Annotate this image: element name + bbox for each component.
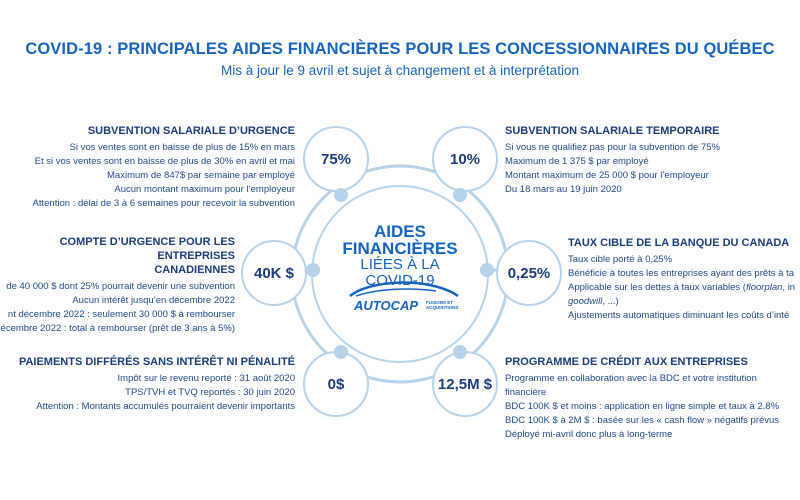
logo-wordmark: AUTOCAP (354, 298, 419, 313)
block-compte-urgence (0, 235, 235, 336)
block-title-1: COMPTE D’URGENCE POUR LES ENTREPRISES (59, 236, 235, 262)
block-line: Déployé mi-avril donc plus à long-terme (505, 429, 673, 440)
line-part-italic: floorplan (745, 282, 783, 293)
block-line: écembre 2022 : total à rembourser (prêt de 3 ans à 5%) (0, 323, 235, 334)
block-line: Aucun intérêt jusqu’en décembre 2022 (72, 295, 235, 306)
block-line: financière (505, 387, 547, 398)
autocap-logo (346, 279, 460, 315)
page-subtitle: Mis à jour le 9 avril et sujet à changement et à interprétation (221, 63, 579, 78)
logo-tagline-2: ACQUISITIONS (426, 305, 459, 310)
block-line: de 40 000 $ dont 25% pourrait devenir une subvention (6, 281, 235, 292)
block-line (568, 281, 800, 295)
line-part: , in (782, 282, 796, 293)
block-title: TAUX CIBLE DE LA BANQUE DU CANADA (568, 237, 790, 249)
block-title: SUBVENTION SALARIALE D’URGENCE (87, 125, 295, 137)
dot-bottom-left (334, 345, 348, 359)
block-paiements-differes (19, 355, 295, 414)
dot-mid-left (306, 263, 320, 277)
block-line: Bénéficie à toutes les entreprises ayant des prêts à ta (568, 268, 795, 279)
logo-tagline-1: FUSIONS ET (426, 300, 454, 305)
block-title: SUBVENTION SALARIALE TEMPORAIRE (505, 125, 720, 137)
block-line (568, 295, 800, 309)
block-line: Et si vos ventes sont en baisse de plus de 30% en avril et mai (34, 156, 295, 167)
block-line: Maximum de 847$ par semaine par employé (107, 170, 295, 181)
block-line: Montant maximum de 25 000 $ pour l’employeur (505, 170, 709, 181)
page-title: COVID-19 : PRINCIPALES AIDES FINANCIÈRES POUR LES CONCESSIONNAIRES DU QUÉBEC (25, 40, 775, 58)
block-line: Si vos ventes sont en baisse de plus de 15% en mars (69, 142, 295, 153)
center-hub (311, 185, 489, 363)
logo-tagline (426, 300, 459, 310)
badge-10-percent: 10% (432, 126, 498, 192)
block-line: Attention : Montants accumulés pourraient devenir importants (36, 401, 295, 412)
badge-75-percent: 75% (303, 126, 369, 192)
block-title-2: CANADIENNES (154, 264, 235, 276)
badge-125m: 12,5M $ (432, 351, 498, 417)
block-line: nt décembre 2022 : seulement 30 000 $ à rembourser (7, 309, 235, 320)
block-line: Ajustements automatiques diminuant les coûts d’inté (568, 310, 790, 321)
block-line: Taux cible porté à 0,25% (568, 254, 673, 265)
line-part: , ...) (602, 296, 619, 307)
badge-025-percent: 0,25% (496, 240, 562, 306)
badge-0-dollar: 0$ (303, 351, 369, 417)
dot-top-left (334, 188, 348, 202)
hub-line-1: AIDES (374, 222, 426, 241)
block-line: BDC 100K $ et moins : application en ligne simple et taux à 2.8% (505, 401, 780, 412)
block-line: Aucun montant maximum pour l’employeur (114, 184, 295, 195)
block-subvention-temporaire (505, 124, 720, 197)
hub-line-3: LIÉES À LA (360, 256, 440, 273)
hub-line-4: COVID-19 (365, 272, 435, 289)
badge-40k: 40K $ (241, 240, 307, 306)
dot-top-right (453, 188, 467, 202)
dot-mid-right (480, 263, 494, 277)
line-part: Applicable sur les dettes à taux variables ( (568, 282, 746, 293)
hub-line-2: FINANCIÈRES (342, 239, 458, 258)
block-subvention-urgence (33, 124, 295, 211)
block-line: Attention : délai de 3 à 6 semaines pour recevoir la subvention (32, 198, 295, 209)
block-line: BDC 100K $ à 2M $ : basée sur les « cash flow » négatifs prévus (505, 415, 780, 426)
block-programme-credit (505, 355, 779, 442)
block-title: PROGRAMME DE CRÉDIT AUX ENTREPRISES (505, 356, 748, 368)
block-line: Si vous ne qualifiez pas pour la subvention de 75% (505, 142, 720, 153)
dot-bottom-right (453, 345, 467, 359)
block-line: Du 18 mars au 19 juin 2020 (505, 184, 622, 195)
block-title: PAIEMENTS DIFFÉRÉS SANS INTÉRÊT NI PÉNALITÉ (18, 356, 295, 368)
block-line: Impôt sur le revenu reporté : 31 août 2020 (117, 373, 295, 384)
block-line: Programme en collaboration avec la BDC et votre institution (505, 373, 757, 384)
block-line: TPS/TVH et TVQ reportés : 30 juin 2020 (125, 387, 295, 398)
block-line: Maximum de 1 375 $ par employé (505, 156, 649, 167)
line-part-italic: goodwill (568, 296, 603, 307)
car-silhouette-icon (346, 279, 460, 299)
block-taux-cible (568, 236, 800, 323)
